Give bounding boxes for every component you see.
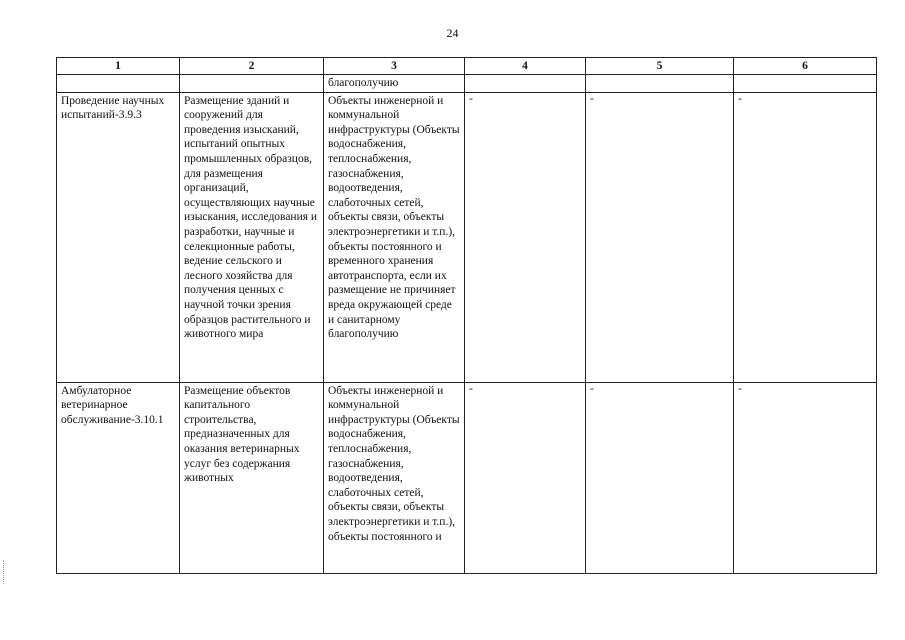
header-row xyxy=(57,58,877,75)
col6-value-cell xyxy=(734,92,877,382)
col4-value: - xyxy=(469,382,473,395)
column-header-6: 6 xyxy=(734,58,877,75)
use-name-cell: Проведение научных испытаний-3.9.3 xyxy=(57,92,180,382)
col5-value: - xyxy=(590,382,594,395)
permitted-use-table xyxy=(56,57,877,574)
use-description-cell: Размещение зданий и сооружений для проведения изысканий, испытаний опытных промышленных образцов, для размещения организаций, осуществляющих научные изыскания, исследования и разработки, научные и селекционные работы, ведение сельского и лесного хозяйства для получения ценных с научной точки зрения образцов растительного и животного мира xyxy=(180,92,324,382)
continuation-cell-1 xyxy=(57,75,180,93)
continuation-cell-3: благополучию xyxy=(324,75,465,93)
col6-value-cell xyxy=(734,382,877,573)
continuation-cell-2 xyxy=(180,75,324,93)
column-header-2: 2 xyxy=(180,58,324,75)
scan-edge-mark xyxy=(3,560,6,584)
continuation-cell-5 xyxy=(586,75,734,93)
col4-value-cell xyxy=(465,382,586,573)
col6-value: - xyxy=(738,92,742,105)
table-row xyxy=(57,92,877,382)
continuation-row xyxy=(57,75,877,93)
permitted-objects-cell: Объекты инженерной и коммунальной инфраструктуры (Объекты водоснабжения, теплоснабжения, газоснабжения, водоотведения, слаботочных сетей, объекты связи, объекты электроэнергетики и т.п.), объекты постоянного и xyxy=(324,382,465,573)
use-name-cell: Амбулаторное ветеринарное обслуживание-3.10.1 xyxy=(57,382,180,573)
continuation-cell-6 xyxy=(734,75,877,93)
col6-value: - xyxy=(738,382,742,395)
col4-value-cell xyxy=(465,92,586,382)
column-header-4: 4 xyxy=(465,58,586,75)
use-description-cell: Размещение объектов капитального строительства, предназначенных для оказания ветеринарных услуг без содержания животных xyxy=(180,382,324,573)
col4-value: - xyxy=(469,92,473,105)
table-row xyxy=(57,382,877,573)
continuation-cell-4 xyxy=(465,75,586,93)
col5-value: - xyxy=(590,92,594,105)
page-number: 24 xyxy=(446,26,459,40)
column-header-3: 3 xyxy=(324,58,465,75)
column-header-5: 5 xyxy=(586,58,734,75)
column-header-1: 1 xyxy=(57,58,180,75)
col5-value-cell xyxy=(586,382,734,573)
col5-value-cell xyxy=(586,92,734,382)
permitted-objects-cell: Объекты инженерной и коммунальной инфраструктуры (Объекты водоснабжения, теплоснабжения, газоснабжения, водоотведения, слаботочных сетей, объекты связи, объекты электроэнергетики и т.п.), объекты постоянного и временного хранения автотранспорта, если их размещение не причиняет вреда окружающей среде и санитарному благополучию xyxy=(324,92,465,382)
